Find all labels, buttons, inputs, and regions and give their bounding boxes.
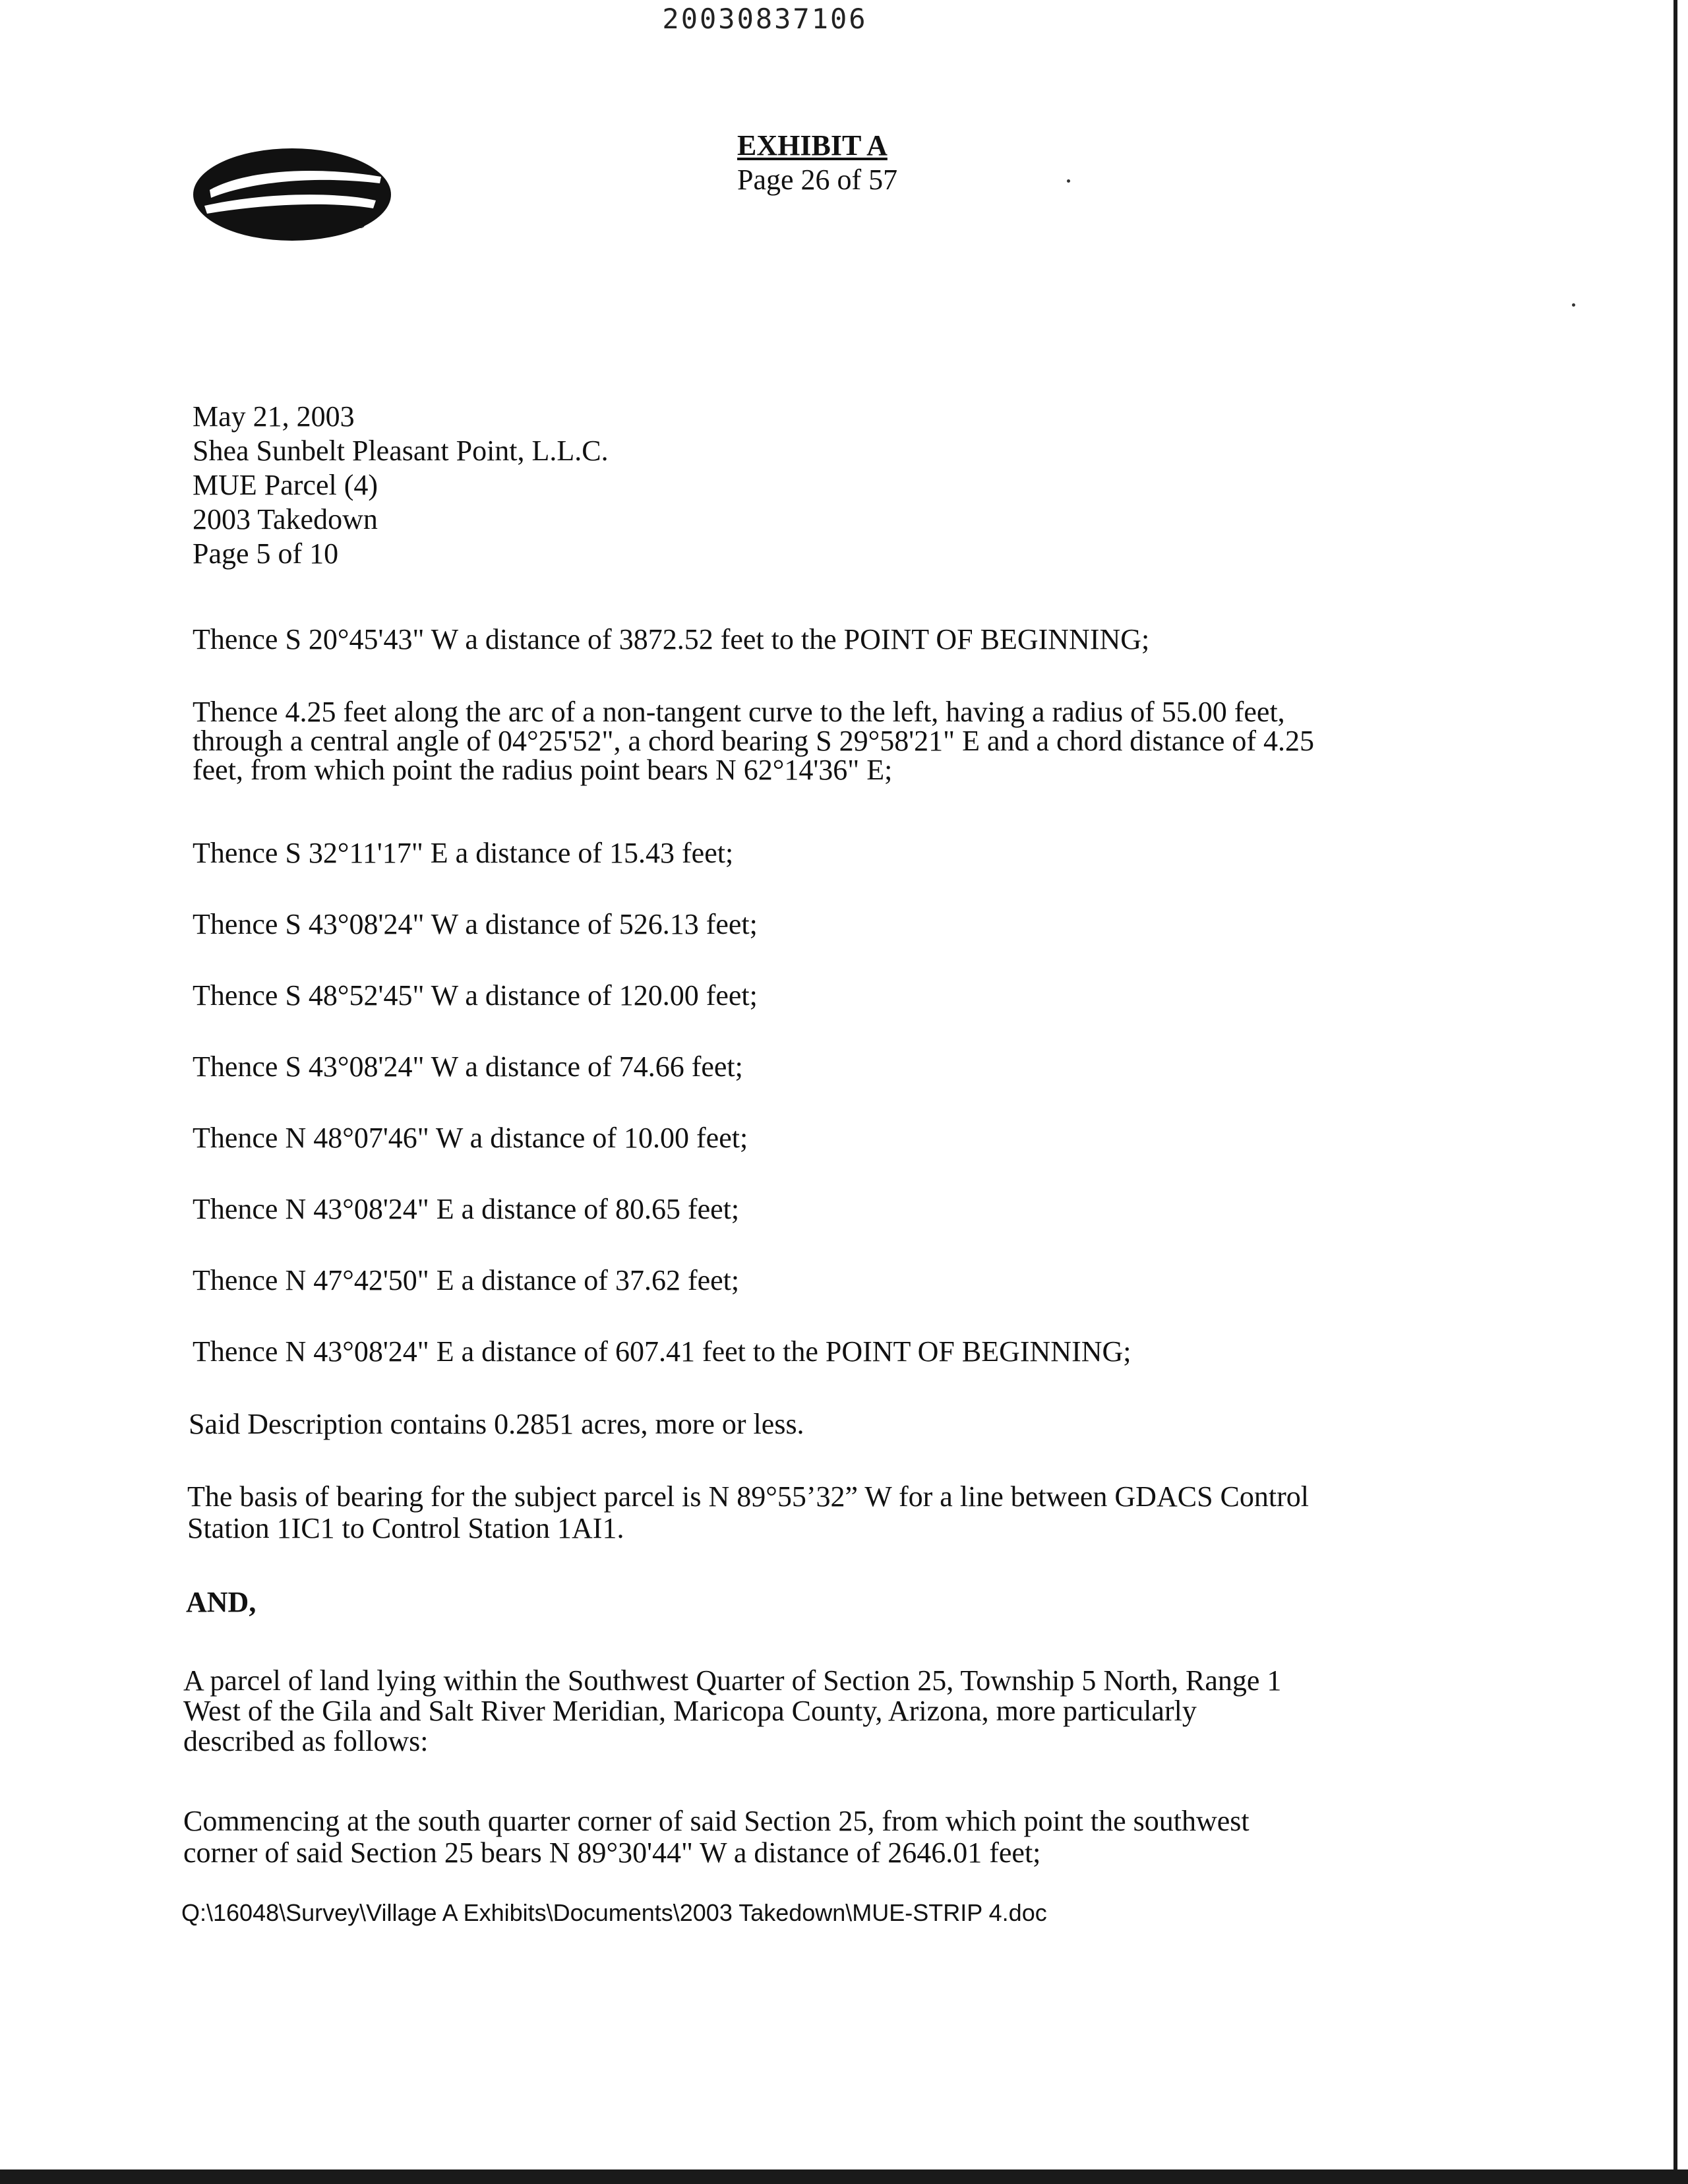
paragraph-course <box>193 907 758 942</box>
exhibit-header <box>737 129 935 197</box>
header-page: Page 5 of 10 <box>193 537 339 570</box>
paragraph-point-of-beginning <box>193 622 1149 657</box>
paragraph-and <box>186 1585 256 1620</box>
header-company: Shea Sunbelt Pleasant Point, L.L.C. <box>193 435 609 467</box>
text-line: described as follows: <box>183 1725 429 1757</box>
text-line: corner of said Section 25 bears N 89°30'44" W a distance of 2646.01 feet; <box>183 1836 1041 1869</box>
paragraph-course <box>193 1121 748 1155</box>
text-line: Thence N 48°07'46" W a distance of 10.00 feet; <box>193 1122 748 1154</box>
text-line: A parcel of land lying within the Southwest Quarter of Section 25, Township 5 North, Range 1 <box>183 1664 1282 1697</box>
paragraph-course <box>193 979 758 1013</box>
scan-edge-bottom <box>0 2169 1688 2184</box>
exhibit-title: EXHIBIT A <box>737 129 888 162</box>
text-line: Thence S 48°52'45" W a distance of 120.00 feet; <box>193 979 758 1012</box>
file-path-footer: Q:\16048\Survey\Village A Exhibits\Documents\2003 Takedown\MUE-STRIP 4.doc <box>181 1899 1047 1926</box>
text-line: Thence N 43°08'24" E a distance of 80.65 feet; <box>193 1193 740 1225</box>
paragraph-course <box>193 1335 1131 1369</box>
document-number: 20030837106 <box>662 3 868 35</box>
text-line: Thence S 43°08'24" W a distance of 74.66 feet; <box>193 1050 743 1083</box>
registered-mark: ® <box>355 218 367 231</box>
text-line: Thence 4.25 feet along the arc of a non-tangent curve to the left, having a radius of 55.00 feet, <box>193 696 1285 728</box>
paragraph-course <box>193 1192 739 1227</box>
paragraph-acreage <box>189 1407 804 1441</box>
text-line: AND, <box>186 1586 256 1618</box>
text-line: Said Description contains 0.2851 acres, more or less. <box>189 1408 804 1440</box>
exhibit-page-number: Page 26 of 57 <box>737 164 898 196</box>
text-line: West of the Gila and Salt River Meridian, Maricopa County, Arizona, more particularly <box>183 1695 1197 1727</box>
scan-edge-right <box>1673 0 1677 2184</box>
text-line: Thence S 20°45'43" W a distance of 3872.52 feet to the POINT OF BEGINNING; <box>193 623 1150 655</box>
text-line: Thence N 43°08'24" E a distance of 607.41 feet to the POINT OF BEGINNING; <box>193 1335 1131 1368</box>
paragraph-course <box>193 836 733 870</box>
paragraph-course <box>193 1263 739 1298</box>
paragraph-basis-of-bearing <box>187 1481 1309 1544</box>
text-line: Thence S 32°11'17" E a distance of 15.43 feet; <box>193 837 734 869</box>
text-line: The basis of bearing for the subject parcel is N 89°55’32” W for a line between GDACS Control <box>187 1480 1309 1513</box>
text-line: Thence N 47°42'50" E a distance of 37.62 feet; <box>193 1264 740 1296</box>
paragraph-curve <box>193 698 1314 785</box>
text-line: feet, from which point the radius point bears N 62°14'36" E; <box>193 754 893 786</box>
text-line: Commencing at the south quarter corner of said Section 25, from which point the southwest <box>183 1805 1250 1837</box>
scan-speck <box>1572 303 1575 307</box>
header-takedown: 2003 Takedown <box>193 503 378 535</box>
letter-header-block <box>193 400 609 571</box>
text-line: Thence S 43°08'24" W a distance of 526.13 feet; <box>193 908 758 940</box>
header-parcel: MUE Parcel (4) <box>193 469 378 501</box>
text-line: Station 1IC1 to Control Station 1AI1. <box>187 1512 624 1544</box>
paragraph-commencing <box>183 1805 1250 1869</box>
paragraph-course <box>193 1050 743 1084</box>
text-line: through a central angle of 04°25'52", a chord bearing S 29°58'21" E and a chord distance of 4.25 <box>193 725 1315 757</box>
paragraph-parcel-description <box>183 1666 1281 1757</box>
scan-speck <box>1067 179 1070 183</box>
header-date: May 21, 2003 <box>193 400 355 433</box>
